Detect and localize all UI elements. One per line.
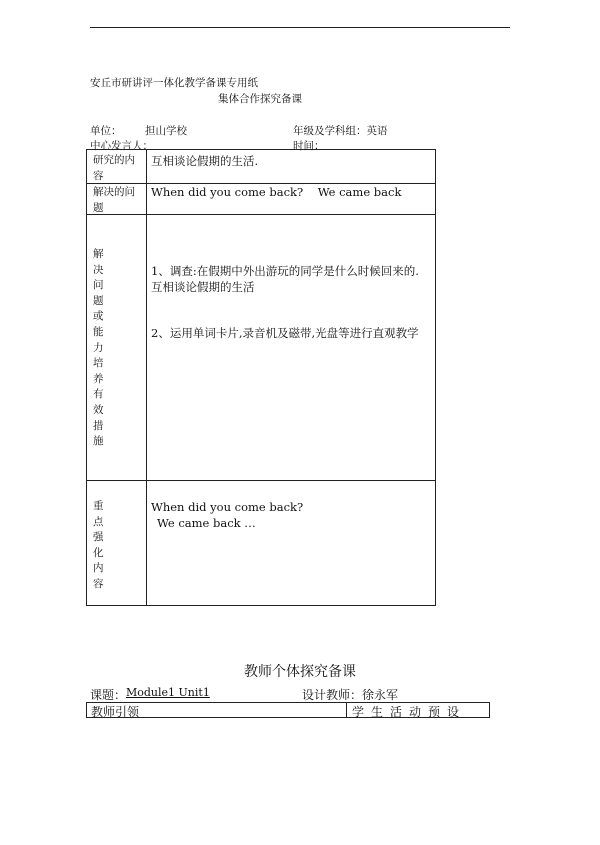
row-label-measures: 解决问题或能力培养有效措施 — [93, 248, 104, 448]
row-content-problem: When did you come back? We came back — [151, 185, 402, 199]
individual-title: 教师个体探究备课 — [244, 664, 356, 680]
row-content-measures-2: 互相谈论假期的生活 — [151, 280, 255, 294]
topic-value: Module1 Unit1 — [126, 686, 210, 699]
student-design-label: 学生活动预设 — [352, 705, 467, 719]
row-content-research: 互相谈论假期的生活. — [151, 154, 259, 168]
bar-divider — [346, 703, 347, 717]
table-divider — [146, 150, 147, 605]
top-rule — [90, 27, 510, 28]
collective-table — [86, 149, 436, 606]
teacher-guide-label: 教师引领 — [91, 705, 140, 719]
speaker-label: 中心发言人： — [90, 140, 153, 152]
subtitle: 集体合作探究备课 — [218, 93, 302, 105]
designer: 设计教师：徐永军 — [302, 688, 399, 702]
unit-label: 单位： — [90, 125, 122, 137]
row-label-problem: 解决的问题 — [93, 186, 135, 214]
unit-value: 担山学校 — [145, 125, 187, 137]
paper-title: 安丘市研讲评一体化教学备课专用纸 — [90, 77, 258, 89]
row-label-research: 研究的内容 — [93, 154, 135, 182]
row-content-focus-2: We came back … — [157, 516, 256, 530]
row-content-focus-1: When did you come back? — [151, 500, 304, 514]
grade-label: 年级及学科组：英语 — [293, 125, 388, 137]
row-content-measures-1: 1、调查:在假期中外出游玩的同学是什么时候回来的. — [151, 264, 419, 278]
row-divider — [87, 480, 435, 481]
row-label-focus: 重点强化内容 — [93, 500, 104, 590]
time-label: 时间： — [293, 140, 325, 152]
topic-label: 课题： — [90, 688, 127, 702]
row-content-measures-3: 2、运用单词卡片,录音机及磁带,光盘等进行直观教学 — [151, 326, 419, 340]
individual-header-bar — [86, 702, 490, 718]
